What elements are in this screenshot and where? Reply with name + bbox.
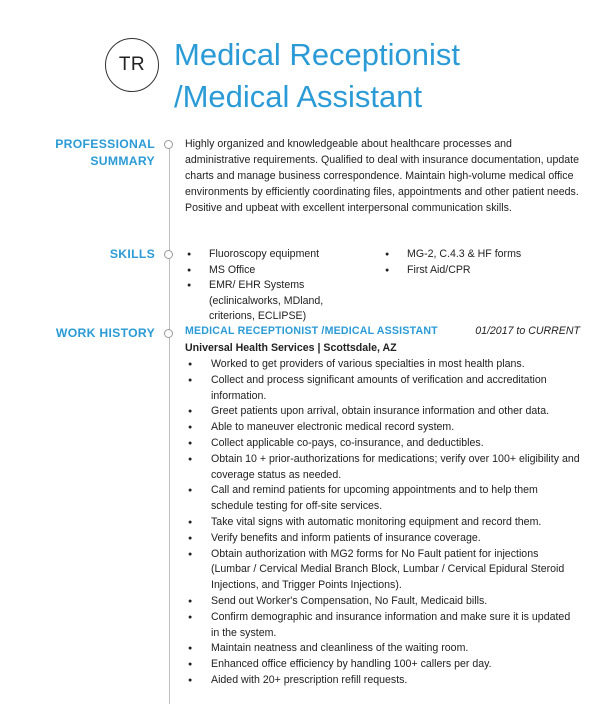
name-line-1: Medical Receptionist <box>174 37 461 72</box>
skill-item: ● First Aid/CPR <box>383 263 583 279</box>
skills-list-left <box>185 247 370 325</box>
skills-heading: SKILLS <box>109 247 155 261</box>
summary-heading <box>55 136 155 170</box>
skill-item: ● MG-2, C.4.3 & HF forms <box>383 247 583 263</box>
skill-item: ● MS Office <box>185 263 370 279</box>
employer: Universal Health Services | Scottsdale, AZ <box>185 342 397 354</box>
skill-item: ● EMR/ EHR Systems (eclinicalworks, MDland, criterions, ECLIPSE) <box>185 278 370 325</box>
duty-item: ● Send out Worker's Compensation, No Fault, Medicaid bills. <box>185 594 580 610</box>
summary-text: Highly organized and knowledgeable about healthcare processes and administrative requirements. Qualified to deal with insurance documentation, update charts and manage business correspondence. Maintain high-volume medical office environments by efficiently coordinating files, appointments and other patient needs. Positive and upbeat with excellent interpersonal communication skills. <box>185 138 579 214</box>
timeline-line <box>169 144 170 704</box>
skill-item: ● Fluoroscopy equipment <box>185 247 370 263</box>
timeline-dot-work <box>164 329 173 338</box>
duty-item: ● Able to maneuver electronic medical record system. <box>185 420 580 436</box>
duties-list <box>185 357 580 689</box>
timeline-dot-skills <box>164 250 173 259</box>
duty-item: ● Collect and process significant amounts of verification and accreditation information. <box>185 373 580 405</box>
duty-item: ● Obtain 10 + prior-authorizations for medications; verify over 100+ eligibility and coverage status as needed. <box>185 452 580 484</box>
job-dates: 01/2017 to CURRENT <box>475 325 580 337</box>
summary-heading-line-1: PROFESSIONAL <box>55 137 155 151</box>
monogram-avatar <box>105 38 159 92</box>
duty-item: ● Enhanced office efficiency by handling 100+ callers per day. <box>185 657 580 673</box>
duty-item: ● Take vital signs with automatic monitoring equipment and record them. <box>185 515 580 531</box>
name-line-2: /Medical Assistant <box>174 79 423 114</box>
duty-item: ● Greet patients upon arrival, obtain insurance information and other data. <box>185 404 580 420</box>
skills-list-right <box>383 247 583 278</box>
duty-item: ● Confirm demographic and insurance information and make sure it is updated in the system. <box>185 610 580 642</box>
summary-heading-line-2: SUMMARY <box>90 154 155 168</box>
duty-item: ● Collect applicable co-pays, co-insurance, and deductibles. <box>185 436 580 452</box>
work-history-heading: WORK HISTORY <box>55 326 155 340</box>
duty-item: ● Call and remind patients for upcoming appointments and to help them schedule testing for off-site services. <box>185 483 580 515</box>
duty-item: ● Aided with 20+ prescription refill requests. <box>185 673 580 689</box>
candidate-name <box>174 34 594 118</box>
duty-item: ● Maintain neatness and cleanliness of the waiting room. <box>185 641 580 657</box>
job-title: MEDICAL RECEPTIONIST /MEDICAL ASSISTANT <box>185 325 438 337</box>
timeline-dot-summary <box>164 140 173 149</box>
initials: TR <box>118 54 146 75</box>
duty-item: ● Worked to get providers of various specialties in most health plans. <box>185 357 580 373</box>
duty-item: ● Verify benefits and inform patients of insurance coverage. <box>185 531 580 547</box>
duty-item: ● Obtain authorization with MG2 forms for No Fault patient for injections (Lumbar / Cervical Medial Branch Block, Lumbar / Cervical Epidural Steroid Injections, and Trigger Points Injections). <box>185 547 580 594</box>
